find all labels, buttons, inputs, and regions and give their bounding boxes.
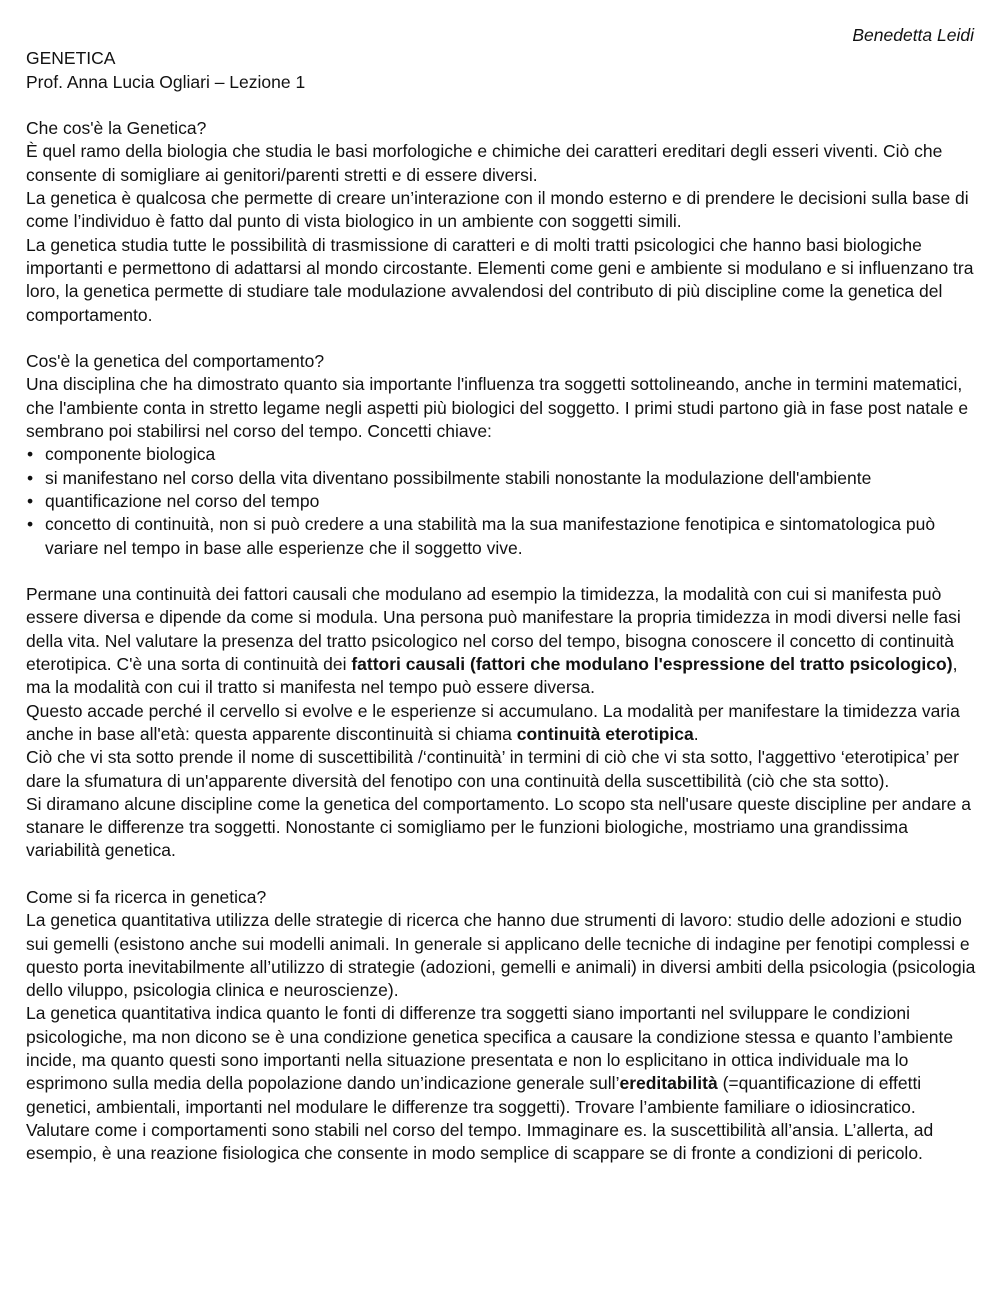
document-page [26, 24, 976, 1166]
section-heading: Come si fa ricerca in genetica? [26, 886, 267, 907]
list-item: • concetto di continuità, non si può credere a una stabilità ma la sua manifestazione fenotipica e sintomatologica può variare nel tempo in base alle esperienze che il soggetto vive. [26, 513, 976, 560]
paragraph: La genetica studia tutte le possibilità di trasmissione di caratteri e di molti tratti psicologici che hanno basi biologiche importanti e permettono di adattarsi al mondo circostante. Elementi come geni e ambiente si modulano e si influenzano tra loro, la genetica permette di studiare tale modulazione avvalendosi del contributo di più discipline come la genetica del comportamento. [26, 234, 974, 325]
section-heading: Cos'è la genetica del comportamento? [26, 351, 325, 372]
spacer [26, 94, 976, 117]
paragraph [26, 700, 976, 747]
text-run: La genetica quantitativa indica quanto le fonti di differenze tra soggetti siano importanti nel sviluppare le condizioni psicologiche, ma non dicono se è una condizione genetica specifica a causare la condizione stessa e quanto l’ambiente incide, ma quanto questi sono importanti nella situazione presentata e non lo esplicitano in ottica individuale ma lo esprimono sulla media della popolazione dando un’indicazione generale sull’ [26, 1003, 954, 1094]
paragraph: Si diramano alcune discipline come la genetica del comportamento. Lo scopo sta nell'usare queste discipline per andare a stanare le differenze tra soggetti. Nonostante ci somigliamo per le funzioni biologiche, mostriamo una grandissima variabilità genetica. [26, 793, 972, 861]
spacer [26, 863, 976, 886]
paragraph: Ciò che vi sta sotto prende il nome di suscettibilità /‘continuità’ in termini di ciò che vi sta sotto, l'aggettivo ‘eterotipica’ per dare la sfumatura di un'apparente diversità del fenotipo con una continuità della suscettibilità (ciò che sta sotto). [26, 747, 959, 791]
paragraph: Valutare come i comportamenti sono stabili nel corso del tempo. Immaginare es. la suscettibilità all’ansia. L’allerta, ad esempio, è una reazione fisiologica che consente in modo semplice di scappare se di fronte a condizioni di pericolo. [26, 1119, 934, 1164]
text-run: Permane una continuità dei fattori causali che modulano ad esempio la timidezza, la modalità con cui si manifesta può essere diversa e dipende da come si modula. Una persona può manifestare la propria timidezza in modi diversi nelle fasi della vita. Nel valutare la presenza del tratto psicologico nel corso del tempo, bisogna conoscere il concetto di continuità eterotipica. C'è una sorta di continuità dei [26, 584, 961, 675]
paragraph: La genetica quantitativa utilizza delle strategie di ricerca che hanno due strumenti di lavoro: studio delle adozioni e studio sui gemelli (esistono anche sui modelli animali. In generale si applicano delle tecniche di indagine per fenotipi complessi e questo porta inevitabilmente all’utilizzo di strategie (adozioni, gemelli e animali) in diversi ambiti della psicologia (psicologia dello viluppo, psicologia clinica e neuroscienze). [26, 910, 976, 1001]
list-item: • si manifestano nel corso della vita diventano possibilmente stabili nonostante la modulazione dell'ambiente [26, 467, 976, 490]
text-run: , ma la modalità con cui il tratto si manifesta nel tempo può essere diversa. [26, 654, 958, 698]
paragraph: Una disciplina che ha dimostrato quanto sia importante l'influenza tra soggetti sottolineando, anche in termini matematici, che l'ambiente conta in stretto legame negli aspetti più biologici del soggetto. I primi studi partono già in fase post natale e sembrano poi stabilirsi nel corso del tempo. Concetti chiave: [26, 374, 969, 442]
bold-term: fattori causali (fattori che modulano l'espressione del tratto psicologico) [351, 654, 953, 675]
bold-term: ereditabilità [619, 1073, 718, 1094]
list-item: • quantificazione nel corso del tempo [26, 490, 976, 513]
spacer [26, 327, 976, 350]
text-run: (=quantificazione di effetti genetici, ambientali, importanti nel modulare le differenze tra soggetti). Trovare l’ambiente familiare o idiosincratico. [26, 1073, 922, 1117]
bold-term: continuità eterotipica [516, 723, 694, 744]
paragraph [26, 1002, 976, 1118]
text-run: Questo accade perché il cervello si evolve e le esperienze si accumulano. La modalità per manifestare la timidezza varia anche in base all'età: questa apparente discontinuità si chiama [26, 700, 960, 744]
course-title: GENETICA [26, 48, 116, 69]
paragraph: È quel ramo della biologia che studia le basi morfologiche e chimiche dei caratteri ereditari degli esseri viventi. Ciò che consente di somigliare ai genitori/parenti stretti e di essere diversi. [26, 141, 943, 185]
text-run: . [693, 723, 699, 744]
section-heading: Che cos'è la Genetica? [26, 118, 207, 139]
paragraph [26, 583, 976, 699]
spacer [26, 560, 976, 583]
paragraph: La genetica è qualcosa che permette di creare un’interazione con il mondo esterno e di prendere le decisioni sulla base di come l’individuo è fatto dal punto di vista biologico in un ambiente con soggetti simili. [26, 188, 969, 232]
list-item: • componente biologica [26, 443, 976, 466]
key-concepts-list [26, 443, 976, 559]
author-name: Benedetta Leidi [852, 25, 974, 45]
lecture-subtitle: Prof. Anna Lucia Ogliari – Lezione 1 [26, 71, 306, 92]
